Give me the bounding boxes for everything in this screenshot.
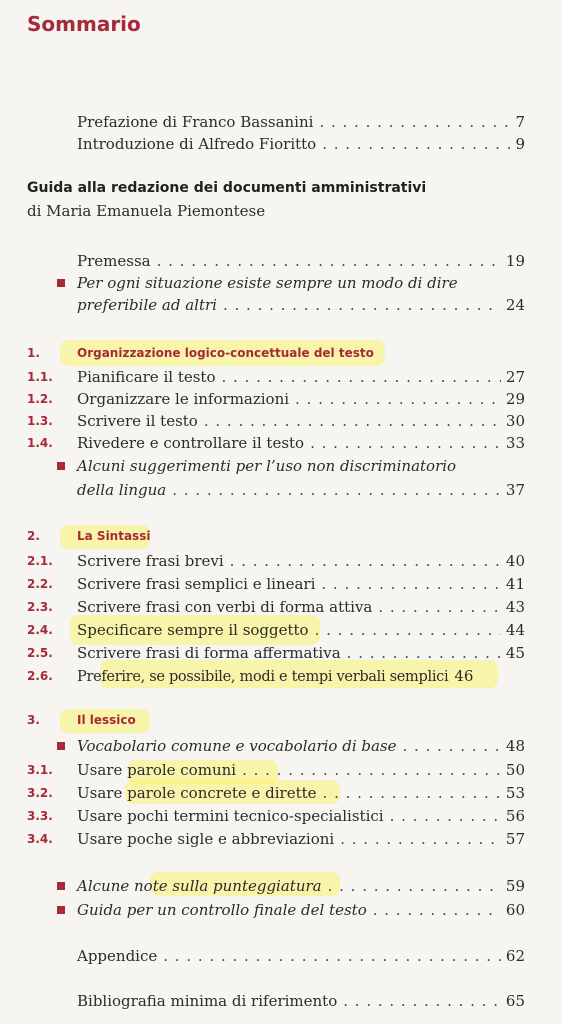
toc-entry[interactable]: Prefazione di Franco Bassanini . . . 7 (27, 111, 525, 133)
toc-entry[interactable]: Per ogni situazione esiste sempre un modo di dire (27, 272, 525, 294)
bullet-square-icon (57, 742, 65, 750)
guide-author: di Maria Emanuela Piemontese (27, 202, 266, 220)
section-number: 1. (27, 346, 40, 360)
toc-entry[interactable]: 3.4. Usare poche sigle e abbreviazioni . . . 57 (27, 828, 525, 850)
toc-entry[interactable]: Vocabolario comune e vocabolario di base . . . 48 (27, 735, 525, 757)
toc-entry[interactable]: 1.1. Pianificare il testo . . . 27 (27, 366, 525, 388)
bullet-square-icon (57, 882, 65, 890)
toc-entry[interactable]: Alcuni suggerimenti per l’uso non discriminatorio (27, 455, 525, 477)
toc-entry[interactable]: 2.4. Specificare sempre il soggetto . . . 44 (27, 619, 525, 641)
bullet-square-icon (57, 906, 65, 914)
toc-entry[interactable]: Alcune note sulla punteggiatura . . . 59 (27, 875, 525, 897)
bullet-square-icon (57, 462, 65, 470)
bullet-square-icon (57, 279, 65, 287)
toc-entry[interactable]: 3.2. Usare parole concrete e dirette . . . 53 (27, 782, 525, 804)
toc-entry[interactable]: 2.6. Preferire, se possibile, modi e tempi verbali semplici 46 (27, 667, 474, 685)
toc-entry[interactable]: 3.1. Usare parole comuni . . . 50 (27, 759, 525, 781)
section-number: 2. (27, 529, 40, 543)
section-title: Il lessico (77, 713, 136, 727)
toc-entry[interactable]: 3.3. Usare pochi termini tecnico-specialistici . . . 56 (27, 805, 525, 827)
toc-entry[interactable]: Appendice . . . 62 (27, 945, 525, 967)
toc-entry[interactable]: 1.3. Scrivere il testo . . . 30 (27, 410, 525, 432)
toc-entry[interactable]: 2.3. Scrivere frasi con verbi di forma attiva . . . 43 (27, 596, 525, 618)
toc-entry-continuation[interactable]: preferibile ad altri . . . 24 (27, 294, 525, 316)
toc-entry[interactable]: 2.5. Scrivere frasi di forma affermativa . . . 45 (27, 642, 525, 664)
guide-title: Guida alla redazione dei documenti amministrativi (27, 180, 427, 196)
page-title: Sommario (27, 12, 141, 36)
toc-entry[interactable]: 2.1. Scrivere frasi brevi . . . 40 (27, 550, 525, 572)
toc-entry[interactable]: 1.2. Organizzare le informazioni . . . 29 (27, 388, 525, 410)
section-number: 3. (27, 713, 40, 727)
section-title: La Sintassi (77, 529, 151, 543)
toc-entry[interactable]: 2.2. Scrivere frasi semplici e lineari . . . 41 (27, 573, 525, 595)
toc-entry[interactable]: Premessa . . . 19 (27, 250, 525, 272)
toc-entry[interactable]: Introduzione di Alfredo Fioritto . . . 9 (27, 133, 525, 155)
toc-entry[interactable]: 1.4. Rivedere e controllare il testo . . . 33 (27, 432, 525, 454)
toc-entry[interactable]: Bibliografia minima di riferimento . . . 65 (27, 990, 525, 1012)
toc-entry-continuation[interactable]: della lingua . . . 37 (27, 479, 525, 501)
toc-entry[interactable]: Guida per un controllo finale del testo . . . 60 (27, 899, 525, 921)
section-title: Organizzazione logico-concettuale del testo (77, 346, 374, 360)
